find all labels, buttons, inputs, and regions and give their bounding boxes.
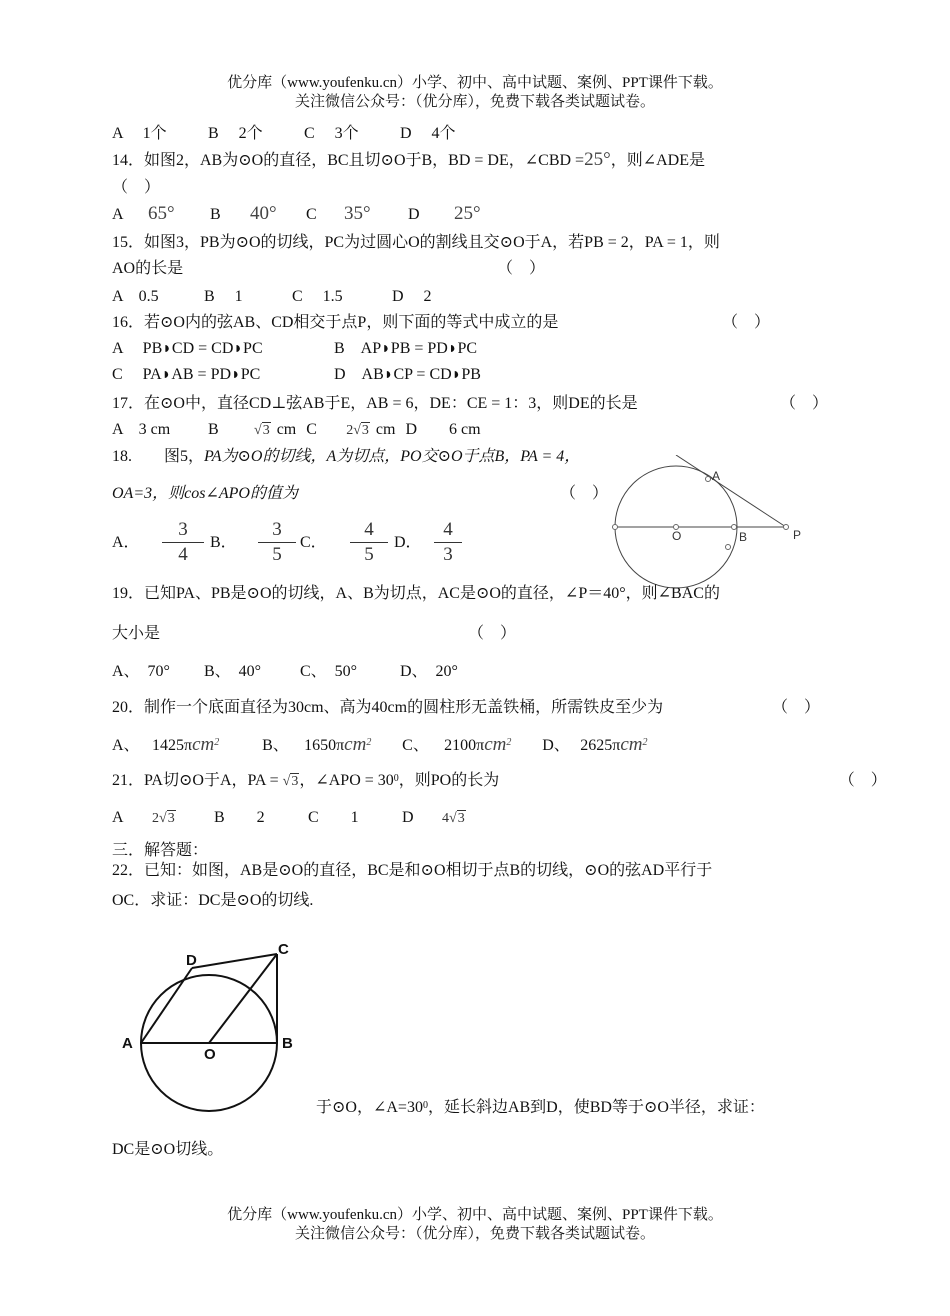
q14-option-c-value: 35° <box>344 203 371 224</box>
q13-option-c: C 3个 <box>304 125 359 142</box>
q15-options <box>112 287 432 307</box>
q18-figure <box>600 455 810 595</box>
q21-option-d-label: D <box>402 809 414 826</box>
q16-option-a: A PB◗CD = CD◗PC <box>112 340 263 357</box>
q21-text-a: 21．PA切⊙O于A，PA = <box>112 772 279 789</box>
q15-question: 15．如图3，PB为⊙O的切线，PC为过圆心O的割线且交⊙O于A，若PB = 2，PA = 1，则 <box>112 234 720 251</box>
q18-option-c-frac: $\frac{4}{5}$ <box>350 518 388 567</box>
q18-point-extra <box>726 545 731 550</box>
q16-option-c: C PA◗AB = PD◗PC <box>112 366 261 383</box>
q19-question: 19．已知PA、PB是⊙O的切线，A、B为切点，AC是⊙O的直径，∠P＝40°，则∠BAC的 <box>112 585 720 602</box>
q15-question-line2 <box>112 259 545 279</box>
q14-option-b-value: 40° <box>250 203 277 224</box>
q23-question-line2: DC是⊙O切线。 <box>112 1141 224 1158</box>
q18-label-a: A <box>712 469 721 483</box>
q15-option-a: A 0.5 <box>112 288 159 305</box>
q14-text-a: 14．如图2，AB为⊙O的直径，BC且切⊙O于B，BD = DE，∠CBD = <box>112 152 585 169</box>
q18-option-a-label: A． <box>112 533 140 551</box>
q17-option-d: D 6 cm <box>405 421 481 438</box>
q20-option-a-unit: $cm^2$ <box>192 734 220 755</box>
q18-point-b <box>732 525 737 530</box>
q18-option-d-frac: $\frac{4}{3}$ <box>434 518 462 567</box>
q20-option-b-unit: $cm^2$ <box>344 734 372 755</box>
q13-option-a: A 1个 <box>112 125 167 142</box>
q20-option-c-label: C、 <box>402 737 429 754</box>
q18-blank: （ ） <box>560 485 609 502</box>
q14-option-d-label: D <box>408 206 420 223</box>
q20-text: 20．制作一个底面直径为30cm、高为40cm的圆柱形无盖铁桶，所需铁皮至少为 <box>112 699 664 716</box>
q22-label-a: A <box>122 1035 133 1052</box>
q14-text-b: ，则∠ADE是 <box>610 152 705 169</box>
q14-option-b-label: B <box>210 206 221 223</box>
q17-question <box>112 394 828 414</box>
q20-option-d-unit: $cm^2$ <box>620 734 648 755</box>
q21-question <box>112 771 887 792</box>
q17-option-b-sqrt: √3 <box>254 423 270 438</box>
q23-deg: 0 <box>422 1100 428 1111</box>
q18-tangent-pa <box>676 455 786 527</box>
q22-label-c: C <box>278 941 289 958</box>
q18-text2: OA=3，则cos∠APO的值为 <box>112 485 298 502</box>
q21-blank: （ ） <box>838 772 887 789</box>
q16-option-d: D AB◗CP = CD◗PB <box>334 366 481 383</box>
q14-options <box>112 204 481 225</box>
q17-option-c-label: C <box>306 421 317 438</box>
q14-option-a-label: A <box>112 206 124 223</box>
q21-option-d-sqrt: 4√3 <box>442 811 465 826</box>
q18-options <box>112 518 462 567</box>
footer-line-2: 关注微信公众号：（优分库），免费下载各类试题试卷。 <box>294 1226 655 1242</box>
q16-options-row1 <box>112 339 477 359</box>
q18-label-o: O <box>672 529 682 543</box>
q18-point-p <box>784 525 789 530</box>
q13-options <box>112 124 456 144</box>
q19-option-b: B、 40° <box>204 663 262 680</box>
q21-option-c: C 1 <box>308 809 359 826</box>
q19-option-d: D、 20° <box>400 663 458 680</box>
q16-text: 16．若⊙O内的弦AB、CD相交于点P，则下面的等式中成立的是 <box>112 314 559 331</box>
q14-angle: 25° <box>584 149 611 170</box>
q19-text2: 大小是 <box>112 625 161 642</box>
q21-sqrt: √3 <box>282 774 299 789</box>
q20-option-c-unit: $cm^2$ <box>484 734 512 755</box>
q17-options <box>112 420 481 441</box>
q18-point-left <box>613 525 618 530</box>
q20-question <box>112 698 820 718</box>
q20-options <box>112 735 647 756</box>
q23-text-b: ，延长斜边AB到D，使BD等于⊙O半径，求证： <box>427 1099 765 1116</box>
q22-question: 22．已知：如图，AB是⊙O的直径，BC是和⊙O相切于点B的切线，⊙O的弦AD平行于 <box>112 862 713 879</box>
q15-option-b: B 1 <box>204 288 243 305</box>
q22-label-o: O <box>204 1046 216 1063</box>
q19-option-c: C、 50° <box>300 663 358 680</box>
q20-option-a-value: 1425π <box>152 737 193 754</box>
q19-question-line2 <box>112 624 516 644</box>
q22-figure <box>110 934 310 1119</box>
q14-option-a-value: 65° <box>148 203 175 224</box>
q15-option-d: D 2 <box>392 288 432 305</box>
q14-blank: （ ） <box>112 179 161 196</box>
q18-option-c-label: C． <box>300 533 327 551</box>
q17-blank: （ ） <box>780 395 829 412</box>
q14-option-c-label: C <box>306 206 317 223</box>
footer-line-1: 优分库（www.youfenku.cn）小学、初中、高中试题、案例、PPT课件下载。 <box>227 1207 723 1223</box>
q15-text2: AO的长是 <box>112 260 184 277</box>
q22-line-oc <box>209 954 277 1043</box>
q17-option-c-sqrt: 2√3 <box>346 423 369 438</box>
q18-label-b: B <box>739 530 748 544</box>
q17-option-b-label: B <box>208 421 219 438</box>
q23-question <box>316 1098 765 1118</box>
q20-option-b-value: 1650π <box>304 737 345 754</box>
q19-options <box>112 662 458 682</box>
q22-question-line2: OC．求证：DC是⊙O的切线. <box>112 892 314 909</box>
q19-option-a: A、 70° <box>112 663 170 680</box>
section-title: 三．解答题： <box>112 842 209 859</box>
q21-text-c: ，则PO的长为 <box>398 772 500 789</box>
q16-question <box>112 313 770 333</box>
header-line-1: 优分库（www.youfenku.cn）小学、初中、高中试题、案例、PPT课件下载。 <box>227 75 723 91</box>
q18-option-a-frac: $\frac{3}{4}$ <box>162 518 204 567</box>
q21-option-a-label: A <box>112 809 124 826</box>
q16-blank: （ ） <box>722 314 771 331</box>
q17-option-a: A 3 cm <box>112 421 171 438</box>
q23-text-a: 于⊙O，∠A=30 <box>316 1099 423 1116</box>
q17-option-c-unit: cm <box>375 421 396 438</box>
q21-option-a-sqrt: 2√3 <box>152 811 175 826</box>
q20-option-b-label: B、 <box>262 737 289 754</box>
q18-question-line2 <box>112 484 608 504</box>
q21-text-b: ，∠APO = 30 <box>299 772 394 789</box>
q18-option-d-label: D． <box>394 533 422 551</box>
q18-label-p: P <box>793 528 802 542</box>
q18-option-b-label: B． <box>210 533 237 551</box>
q21-deg: 0 <box>393 773 399 784</box>
q16-option-b: B AP◗PB = PD◗PC <box>334 340 478 357</box>
q22-chord-ad <box>141 968 192 1043</box>
q21-option-b: B 2 <box>214 809 265 826</box>
q13-option-d: D 4个 <box>400 125 456 142</box>
q15-option-c: C 1.5 <box>292 288 343 305</box>
q21-options <box>112 808 466 829</box>
q16-options-row2 <box>112 365 481 385</box>
q20-option-c-value: 2100π <box>444 737 485 754</box>
q22-label-b: B <box>282 1035 293 1052</box>
q19-blank: （ ） <box>468 625 517 642</box>
q18-text-b: PA为⊙O的切线，A为切点，PO交⊙O于点B，PA = 4， <box>204 448 581 465</box>
q20-blank: （ ） <box>772 699 821 716</box>
q17-text: 17．在⊙O中，直径CD⊥弦AB于E，AB = 6，DE：CE = 1：3，则DE的长是 <box>112 395 638 412</box>
q14-option-d-value: 25° <box>454 203 481 224</box>
q22-label-d: D <box>186 952 197 969</box>
header-line-2: 关注微信公众号：（优分库），免费下载各类试题试卷。 <box>294 94 655 110</box>
q13-option-b: B 2个 <box>208 125 263 142</box>
q18-text-a: 18. 图5， <box>112 448 205 465</box>
q18-question <box>112 447 580 467</box>
q20-option-d-label: D、 <box>542 737 570 754</box>
q18-option-b-frac: $\frac{3}{5}$ <box>258 518 296 567</box>
q15-blank: （ ） <box>497 260 546 277</box>
q17-option-b-unit: cm <box>276 421 297 438</box>
q14-question <box>112 150 705 171</box>
q20-option-a-label: A、 <box>112 737 140 754</box>
q18-point-a <box>706 477 711 482</box>
q20-option-d-value: 2625π <box>580 737 621 754</box>
q22-line-dc <box>192 954 277 968</box>
